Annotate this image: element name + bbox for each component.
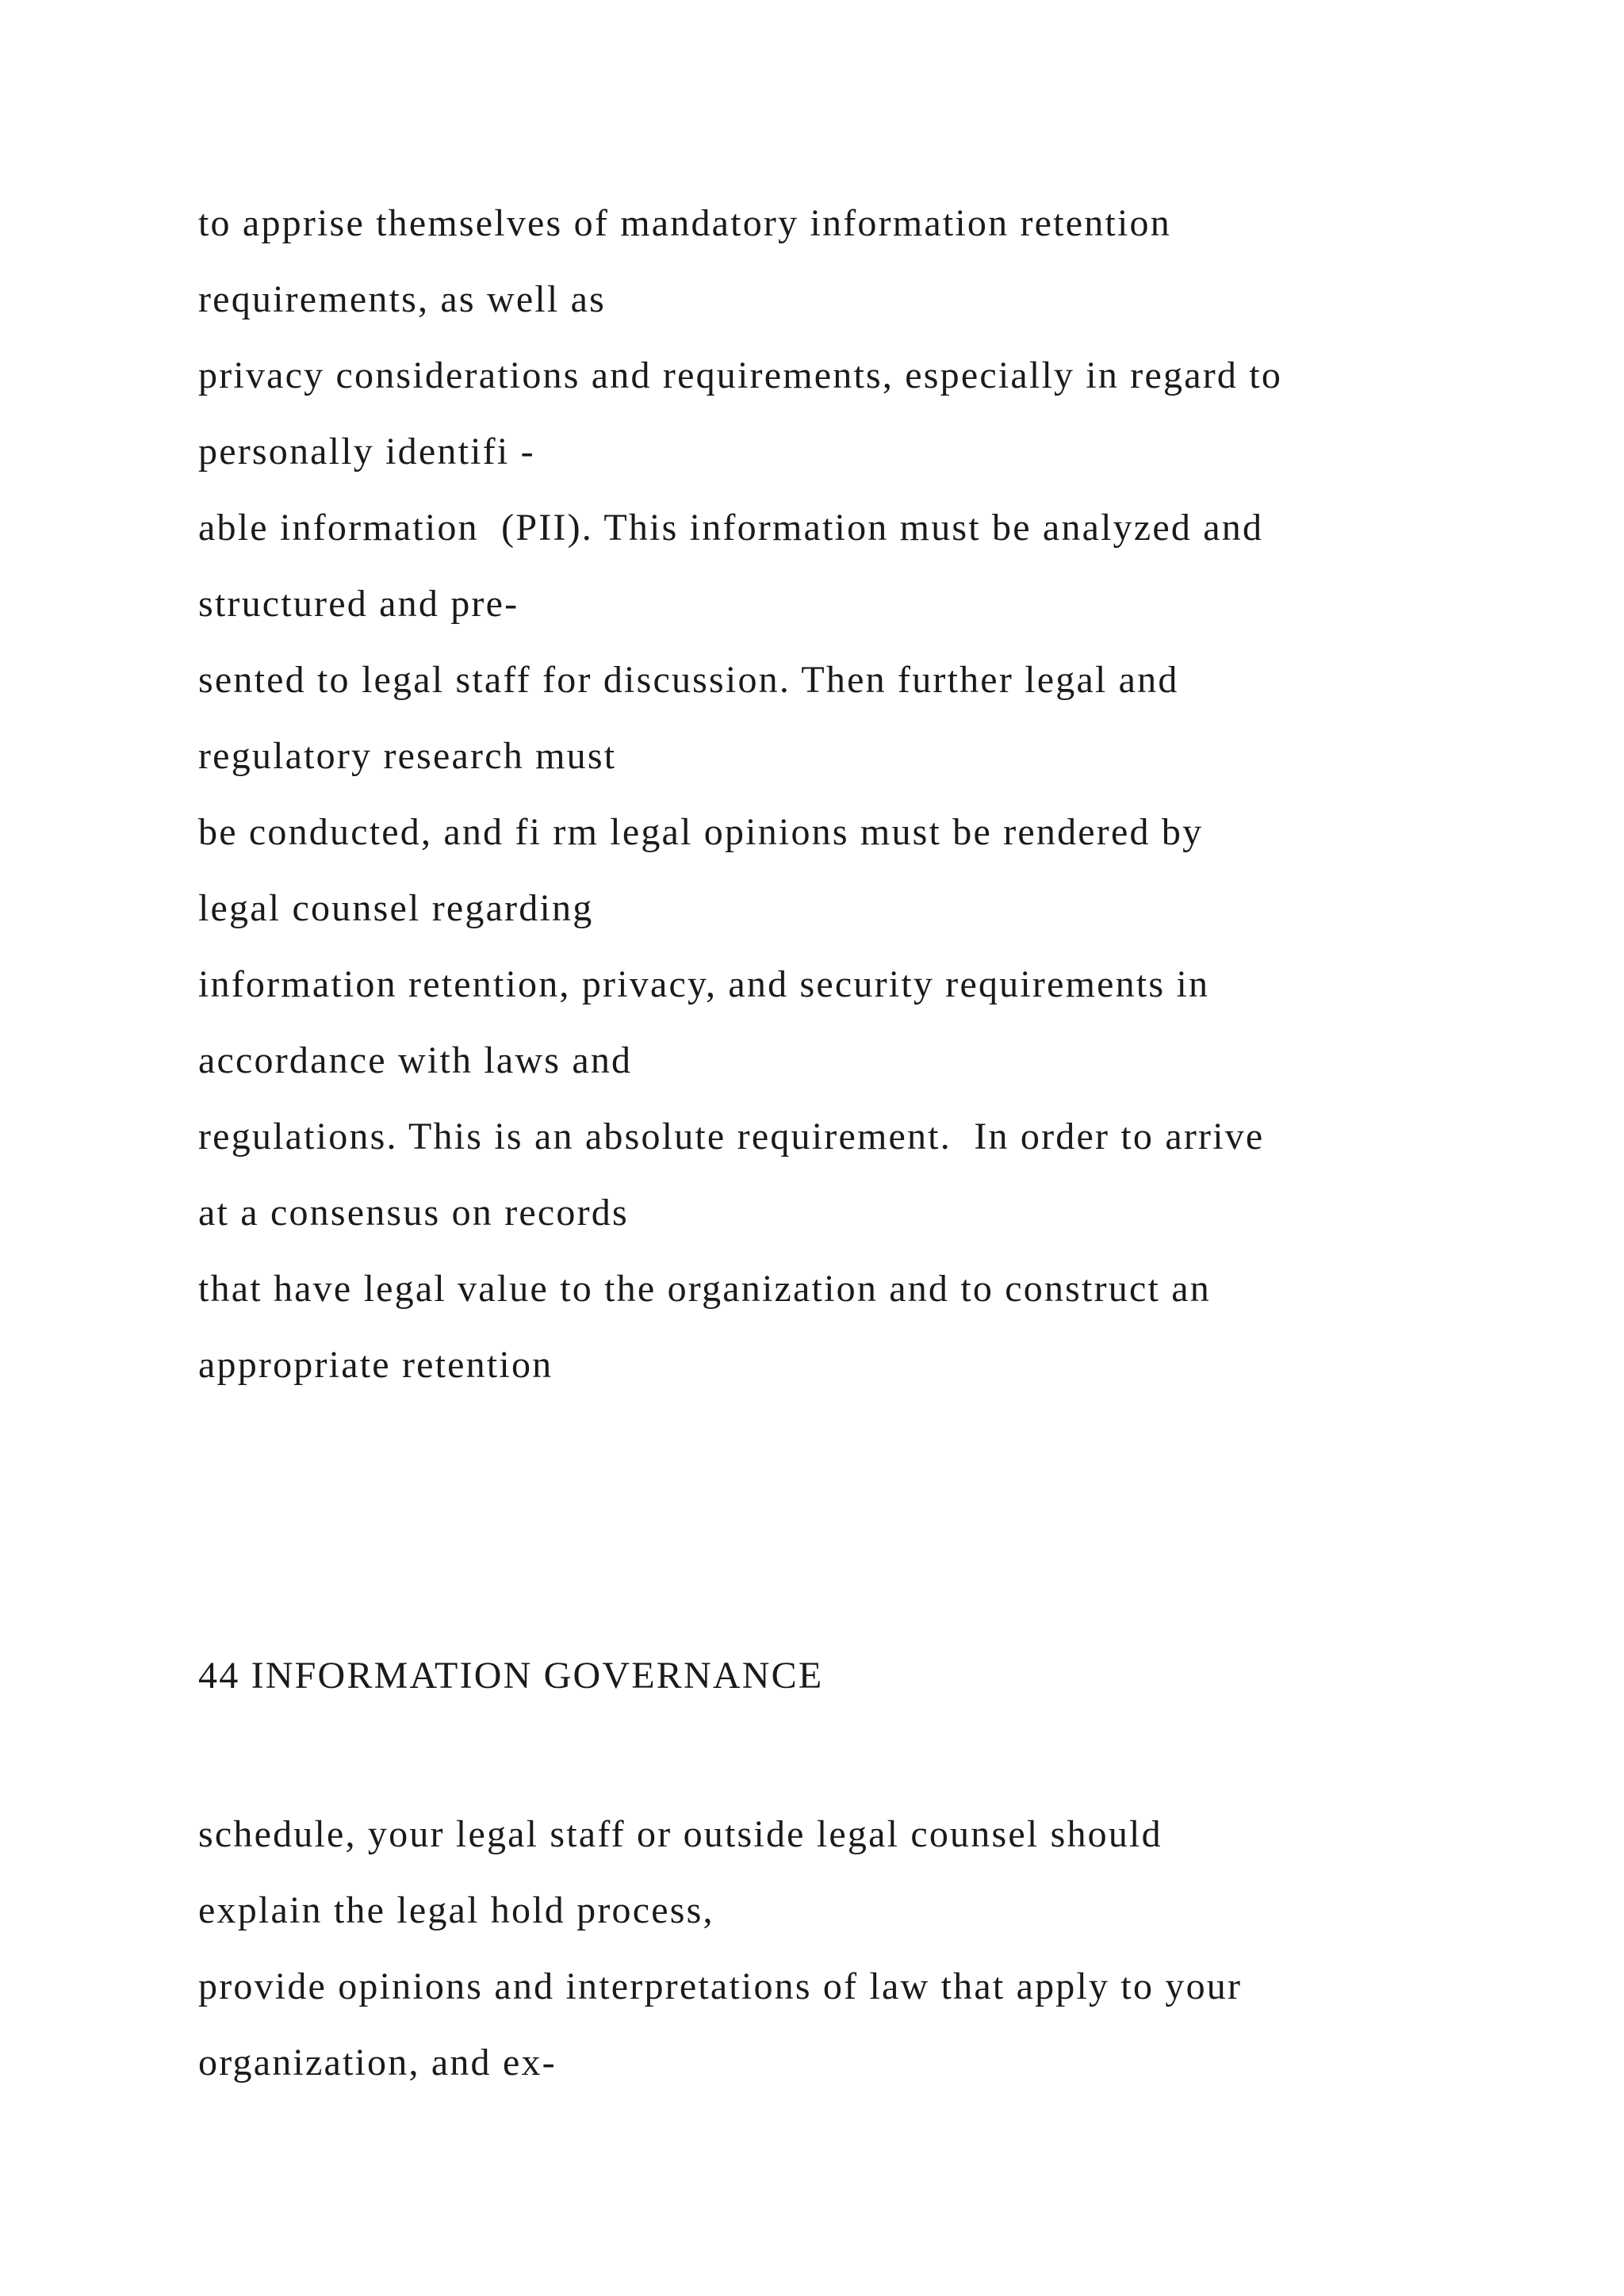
text-line: at a consensus on records	[198, 1192, 629, 1234]
text-line: structured and pre-	[198, 583, 519, 625]
text-line: explain the legal hold process,	[198, 1889, 714, 1931]
text-line: appropriate retention	[198, 1344, 553, 1386]
text-line: regulatory research must	[198, 735, 617, 777]
text-line: legal counsel regarding	[198, 887, 594, 929]
text-line: regulations. This is an absolute requirement. In order to arrive	[198, 1115, 1265, 1158]
body-paragraph-2	[198, 1797, 1530, 2101]
text-line: personally identifi -	[198, 430, 535, 473]
text-line: information retention, privacy, and security requirements in	[198, 963, 1210, 1005]
running-header	[198, 1638, 1530, 1714]
page-header-text: 44 INFORMATION GOVERNANCE	[198, 1655, 824, 1697]
text-line: be conducted, and fi rm legal opinions must be rendered by	[198, 811, 1204, 853]
text-line: provide opinions and interpretations of law that apply to your	[198, 1965, 1243, 2007]
text-line: sented to legal staff for discussion. Then further legal and	[198, 659, 1179, 701]
body-paragraph-1	[198, 186, 1530, 1403]
text-line: that have legal value to the organization and to construct an	[198, 1268, 1211, 1310]
text-line: to apprise themselves of mandatory information retention	[198, 202, 1171, 244]
text-line: able information (PII). This information must be analyzed and	[198, 507, 1264, 549]
text-line: schedule, your legal staff or outside legal counsel should	[198, 1813, 1162, 1855]
text-line: requirements, as well as	[198, 278, 606, 320]
text-line: accordance with laws and	[198, 1039, 633, 1081]
text-line: privacy considerations and requirements, especially in regard to	[198, 354, 1283, 396]
text-line: organization, and ex-	[198, 2042, 557, 2084]
